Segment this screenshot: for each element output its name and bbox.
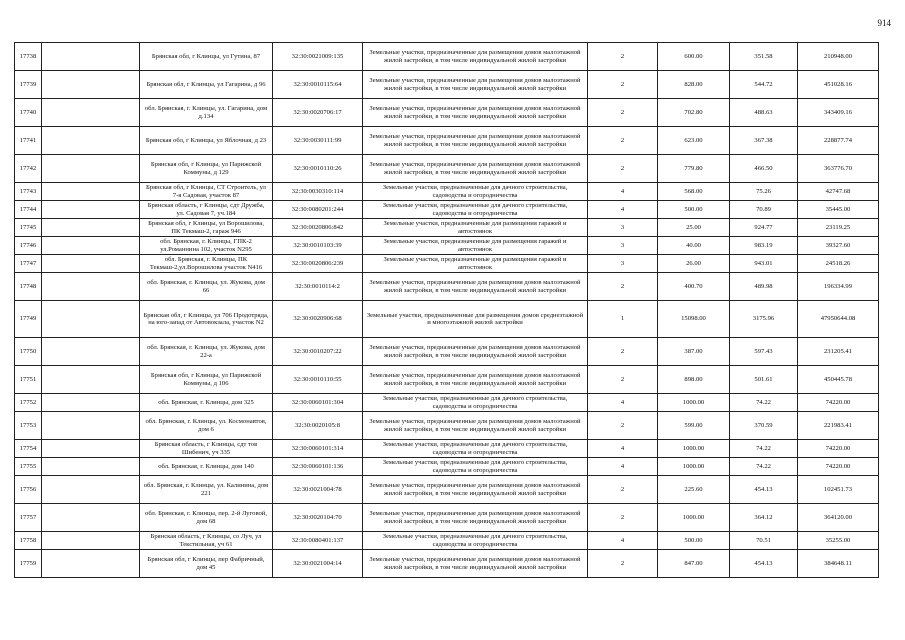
cell-area: 600.00 (658, 43, 730, 71)
cell-id: 17749 (15, 301, 42, 338)
cell-area: 847.00 (658, 550, 730, 578)
cell-cadastral-number: 32:30:0020806:239 (273, 255, 363, 273)
cell-cadastral-value: 364120.00 (798, 504, 879, 532)
cell-category: 4 (588, 440, 658, 458)
table-row (15, 301, 879, 338)
cell-id: 17740 (15, 99, 42, 127)
cell-blank (42, 550, 140, 578)
cell-land-use: Земельные участки, предназначенные для размещения домов малоэтажной жилой застройки, в том числе индивидуальной жилой застройки (363, 366, 588, 394)
cell-blank (42, 201, 140, 219)
cell-unit-value: 597.43 (730, 338, 798, 366)
cell-unit-value: 983.19 (730, 237, 798, 255)
cell-address: обл. Брянская, г. Клинцы, ул. Жукова, дом 22-а (140, 338, 273, 366)
cell-cadastral-number: 32:30:0010110:55 (273, 366, 363, 394)
cell-cadastral-number: 32:30:0010103:39 (273, 237, 363, 255)
cell-category: 2 (588, 43, 658, 71)
cell-blank (42, 237, 140, 255)
table-row (15, 201, 879, 219)
cell-address: Брянская обл, г Клинцы, ул Гутина, 87 (140, 43, 273, 71)
cell-blank (42, 476, 140, 504)
cell-unit-value: 489.98 (730, 273, 798, 301)
cell-blank (42, 366, 140, 394)
cell-land-use: Земельные участки, предназначенные для размещения домов малоэтажной жилой застройки, в том числе индивидуальной жилой застройки (363, 43, 588, 71)
cell-id: 17754 (15, 440, 42, 458)
cell-land-use: Земельные участки, предназначенные для размещения домов малоэтажной жилой застройки, в том числе индивидуальной жилой застройки (363, 550, 588, 578)
cell-cadastral-value: 74220.00 (798, 458, 879, 476)
cell-id: 17753 (15, 412, 42, 440)
cell-address: обл. Брянская, г. Клинцы, ПК Текмаш-2,ул.Ворошилова участок N416 (140, 255, 273, 273)
cell-unit-value: 488.63 (730, 99, 798, 127)
cell-address: Брянская обл, г Клинцы, пер Фабричный, дом 45 (140, 550, 273, 578)
cell-unit-value: 924.77 (730, 219, 798, 237)
table-row (15, 219, 879, 237)
cell-category: 4 (588, 458, 658, 476)
cell-id: 17758 (15, 532, 42, 550)
cell-id: 17741 (15, 127, 42, 155)
cell-blank (42, 273, 140, 301)
cell-cadastral-value: 35255.00 (798, 532, 879, 550)
cell-cadastral-value: 196334.99 (798, 273, 879, 301)
cell-id: 17755 (15, 458, 42, 476)
cell-cadastral-number: 32:30:0010114:2 (273, 273, 363, 301)
cell-id: 17751 (15, 366, 42, 394)
table-row (15, 255, 879, 273)
cell-area: 26.00 (658, 255, 730, 273)
cell-category: 2 (588, 366, 658, 394)
table-row (15, 458, 879, 476)
cell-unit-value: 943.01 (730, 255, 798, 273)
cell-cadastral-number: 32:30:0030111:99 (273, 127, 363, 155)
cell-cadastral-value: 450445.78 (798, 366, 879, 394)
cell-cadastral-number: 32:30:0020104:70 (273, 504, 363, 532)
cell-land-use: Земельные участки, предназначенные для дачного строительства, садоводства и огородничества (363, 532, 588, 550)
cell-land-use: Земельные участки, предназначенные для размещения гаражей и автостоянок (363, 255, 588, 273)
cell-blank (42, 255, 140, 273)
cell-address: обл. Брянская, г. Клинцы, пер. 2-й Луговой, дом 68 (140, 504, 273, 532)
cell-cadastral-value: 74220.00 (798, 394, 879, 412)
cell-address: Брянская обл, г Клинцы, ул Парижской Коммуны, д 129 (140, 155, 273, 183)
cell-land-use: Земельные участки, предназначенные для размещения гаражей и автостоянок (363, 219, 588, 237)
cell-category: 3 (588, 237, 658, 255)
cell-category: 2 (588, 504, 658, 532)
cell-id: 17739 (15, 71, 42, 99)
table-row (15, 440, 879, 458)
cell-address: Брянская обл, г Клинцы, ул Ворошилова, ПК Текмаш-2, гараж 946 (140, 219, 273, 237)
table-body (15, 43, 879, 578)
table-row (15, 550, 879, 578)
cell-category: 4 (588, 201, 658, 219)
cell-cadastral-value: 35445.00 (798, 201, 879, 219)
cell-cadastral-number: 32:30:0021009:135 (273, 43, 363, 71)
cell-area: 400.70 (658, 273, 730, 301)
page-number: 914 (877, 18, 891, 28)
cell-blank (42, 183, 140, 201)
cell-cadastral-value: 102451.73 (798, 476, 879, 504)
cell-category: 2 (588, 273, 658, 301)
cell-area: 623.00 (658, 127, 730, 155)
cell-cadastral-number: 32:30:0080401:137 (273, 532, 363, 550)
cell-unit-value: 501.61 (730, 366, 798, 394)
table-row (15, 504, 879, 532)
cell-address: обл. Брянская, г. Клинцы, ул. Жукова, дом 66 (140, 273, 273, 301)
cell-id: 17742 (15, 155, 42, 183)
cell-unit-value: 74.22 (730, 458, 798, 476)
table-row (15, 394, 879, 412)
cell-category: 2 (588, 412, 658, 440)
cell-category: 4 (588, 183, 658, 201)
cell-category: 2 (588, 550, 658, 578)
cell-unit-value: 74.22 (730, 440, 798, 458)
cell-unit-value: 364.12 (730, 504, 798, 532)
cell-id: 17756 (15, 476, 42, 504)
cell-unit-value: 544.72 (730, 71, 798, 99)
cell-cadastral-number: 32:30:0080201:244 (273, 201, 363, 219)
cell-id: 17750 (15, 338, 42, 366)
cell-cadastral-value: 47950644.08 (798, 301, 879, 338)
cell-area: 1000.00 (658, 440, 730, 458)
table-row (15, 155, 879, 183)
cell-land-use: Земельные участки, предназначенные для дачного строительства, садоводства и огородничества (363, 394, 588, 412)
table-row (15, 237, 879, 255)
cell-id: 17744 (15, 201, 42, 219)
cell-address: Брянская область, г Клинцы, сдт Дружба, ул. Садовая 7, уч.184 (140, 201, 273, 219)
table-row (15, 412, 879, 440)
cell-land-use: Земельные участки, предназначенные для размещения домов малоэтажной жилой застройки, в том числе индивидуальной жилой застройки (363, 476, 588, 504)
cell-land-use: Земельные участки, предназначенные для размещения гаражей и автостоянок (363, 237, 588, 255)
cell-category: 3 (588, 219, 658, 237)
cell-blank (42, 440, 140, 458)
cell-cadastral-value: 231205.41 (798, 338, 879, 366)
cell-cadastral-number: 32:30:0020906:68 (273, 301, 363, 338)
cell-blank (42, 43, 140, 71)
cell-id: 17748 (15, 273, 42, 301)
cell-cadastral-number: 32:30:0021004:14 (273, 550, 363, 578)
cell-land-use: Земельные участки, предназначенные для дачного строительства, садоводства и огородничества (363, 440, 588, 458)
cell-category: 2 (588, 476, 658, 504)
cell-land-use: Земельные участки, предназначенные для размещения домов малоэтажной жилой застройки, в том числе индивидуальной жилой застройки (363, 504, 588, 532)
cell-unit-value: 70.89 (730, 201, 798, 219)
cell-land-use: Земельные участки, предназначенные для дачного строительства, садоводства и огородничества (363, 458, 588, 476)
cell-unit-value: 74.22 (730, 394, 798, 412)
cell-land-use: Земельные участки, предназначенные для размещения домов малоэтажной жилой застройки, в том числе индивидуальной жилой застройки (363, 127, 588, 155)
cell-unit-value: 454.13 (730, 550, 798, 578)
cell-address: Брянская обл, г Клинцы, ул Гагарина, д 96 (140, 71, 273, 99)
cell-unit-value: 75.26 (730, 183, 798, 201)
cell-land-use: Земельные участки, предназначенные для размещения домов малоэтажной жилой застройки, в том числе индивидуальной жилой застройки (363, 412, 588, 440)
cell-id: 17759 (15, 550, 42, 578)
cell-area: 225.60 (658, 476, 730, 504)
cell-land-use: Земельные участки, предназначенные для дачного строительства, садоводства и огородничества (363, 201, 588, 219)
cell-id: 17747 (15, 255, 42, 273)
cell-category: 4 (588, 532, 658, 550)
cell-address: обл. Брянская, г. Клинцы, ГПК-2 ул.Романнина 102, участок N295 (140, 237, 273, 255)
cell-address: Брянская обл, г Клинцы, СТ Строитель, ул 7-я Садовая, участок 87 (140, 183, 273, 201)
cell-category: 3 (588, 255, 658, 273)
cell-blank (42, 394, 140, 412)
cell-area: 1000.00 (658, 394, 730, 412)
cell-unit-value: 454.13 (730, 476, 798, 504)
cell-cadastral-value: 74220.00 (798, 440, 879, 458)
cell-area: 1000.00 (658, 458, 730, 476)
cell-area: 500.00 (658, 532, 730, 550)
cell-cadastral-number: 32:30:0030310:114 (273, 183, 363, 201)
cell-area: 500.00 (658, 201, 730, 219)
cell-unit-value: 70.51 (730, 532, 798, 550)
land-registry-table (14, 42, 879, 578)
cell-id: 17757 (15, 504, 42, 532)
cell-address: обл. Брянская, г. Клинцы, ул. Калинина, дом 221 (140, 476, 273, 504)
cell-cadastral-value: 42747.68 (798, 183, 879, 201)
cell-blank (42, 504, 140, 532)
cell-blank (42, 71, 140, 99)
cell-category: 2 (588, 338, 658, 366)
cell-land-use: Земельные участки, предназначенные для дачного строительства, садоводства и огородничества (363, 183, 588, 201)
cell-cadastral-number: 32:30:0010207:22 (273, 338, 363, 366)
cell-address: Брянская область, г Клинцы, сдт тов Шибенич, уч 335 (140, 440, 273, 458)
cell-area: 898.00 (658, 366, 730, 394)
cell-id: 17743 (15, 183, 42, 201)
table-row (15, 366, 879, 394)
cell-address: Брянская область, г Клинцы, со Луч, ул Текстильная, уч 61 (140, 532, 273, 550)
cell-address: обл. Брянская, г. Клинцы, дом 140 (140, 458, 273, 476)
cell-area: 15098.00 (658, 301, 730, 338)
cell-cadastral-value: 221983.41 (798, 412, 879, 440)
cell-unit-value: 3175.96 (730, 301, 798, 338)
cell-cadastral-number: 32:30:0010115:64 (273, 71, 363, 99)
cell-cadastral-number: 32:30:0020706:17 (273, 99, 363, 127)
table-row (15, 183, 879, 201)
cell-land-use: Земельные участки, предназначенные для размещения домов малоэтажной жилой застройки, в том числе индивидуальной жилой застройки (363, 273, 588, 301)
cell-area: 1000.00 (658, 504, 730, 532)
cell-area: 702.80 (658, 99, 730, 127)
cell-cadastral-value: 384648.11 (798, 550, 879, 578)
cell-blank (42, 127, 140, 155)
table-row (15, 338, 879, 366)
cell-cadastral-value: 228877.74 (798, 127, 879, 155)
cell-id: 17738 (15, 43, 42, 71)
cell-cadastral-number: 32:30:0020105:8 (273, 412, 363, 440)
cell-area: 779.80 (658, 155, 730, 183)
cell-blank (42, 99, 140, 127)
cell-address: Брянская обл, г Клинцы, ул Яблочная, д 23 (140, 127, 273, 155)
cell-cadastral-number: 32:30:0020806:842 (273, 219, 363, 237)
cell-blank (42, 338, 140, 366)
table-row (15, 532, 879, 550)
cell-address: обл. Брянская, г. Клинцы, дом 325 (140, 394, 273, 412)
cell-blank (42, 412, 140, 440)
table-row (15, 127, 879, 155)
cell-address: обл. Брянская, г. Клинцы, ул. Космонавтов, дом 6 (140, 412, 273, 440)
cell-cadastral-number: 32:30:0060101:314 (273, 440, 363, 458)
cell-id: 17746 (15, 237, 42, 255)
cell-cadastral-number: 32:30:0060101:136 (273, 458, 363, 476)
table-row (15, 476, 879, 504)
cell-category: 1 (588, 301, 658, 338)
cell-unit-value: 370.59 (730, 412, 798, 440)
table-row (15, 99, 879, 127)
cell-cadastral-value: 451028.16 (798, 71, 879, 99)
cell-unit-value: 466.50 (730, 155, 798, 183)
cell-id: 17745 (15, 219, 42, 237)
cell-land-use: Земельные участки, предназначенные для размещения домов малоэтажной жилой застройки, в том числе индивидуальной жилой застройки (363, 99, 588, 127)
cell-land-use: Земельные участки, предназначенные для размещения домов малоэтажной жилой застройки, в том числе индивидуальной жилой застройки (363, 71, 588, 99)
cell-cadastral-value: 23119.25 (798, 219, 879, 237)
cell-category: 2 (588, 71, 658, 99)
cell-area: 568.00 (658, 183, 730, 201)
cell-unit-value: 351.58 (730, 43, 798, 71)
cell-area: 25.00 (658, 219, 730, 237)
cell-category: 2 (588, 99, 658, 127)
cell-address: обл. Брянская, г. Клинцы, ул. Гагарина, дом д.134 (140, 99, 273, 127)
cell-cadastral-value: 39327.60 (798, 237, 879, 255)
cell-land-use: Земельные участки, предназначенные для размещения домов малоэтажной жилой застройки, в том числе индивидуальной жилой застройки (363, 338, 588, 366)
cell-cadastral-value: 343409.16 (798, 99, 879, 127)
cell-blank (42, 458, 140, 476)
cell-cadastral-number: 32:30:0021004:78 (273, 476, 363, 504)
cell-blank (42, 219, 140, 237)
cell-cadastral-value: 24518.26 (798, 255, 879, 273)
cell-area: 599.00 (658, 412, 730, 440)
cell-address: Брянская обл, г Клинцы, ул Парижской Коммуны, д 106 (140, 366, 273, 394)
cell-blank (42, 301, 140, 338)
cell-cadastral-value: 210948.00 (798, 43, 879, 71)
cell-cadastral-value: 363776.70 (798, 155, 879, 183)
cell-cadastral-number: 32:30:0010110:26 (273, 155, 363, 183)
cell-category: 2 (588, 155, 658, 183)
cell-unit-value: 367.38 (730, 127, 798, 155)
cell-id: 17752 (15, 394, 42, 412)
table-row (15, 273, 879, 301)
table-row (15, 71, 879, 99)
cell-address: Брянская обл, г Клинцы, ул 706 Продотряда, на юго-запад от Автовокзала, участок N2 (140, 301, 273, 338)
cell-area: 828.00 (658, 71, 730, 99)
cell-area: 387.00 (658, 338, 730, 366)
cell-land-use: Земельные участки, предназначенные для размещения домов малоэтажной жилой застройки, в том числе индивидуальной жилой застройки (363, 155, 588, 183)
cell-blank (42, 155, 140, 183)
cell-category: 2 (588, 127, 658, 155)
cell-category: 4 (588, 394, 658, 412)
cell-area: 40.00 (658, 237, 730, 255)
table-row (15, 43, 879, 71)
cell-land-use: Земельные участки, предназначенные для размещения домов среднеэтажной и многоэтажной жилой застройки (363, 301, 588, 338)
cell-blank (42, 532, 140, 550)
cell-cadastral-number: 32:30:0060101:304 (273, 394, 363, 412)
